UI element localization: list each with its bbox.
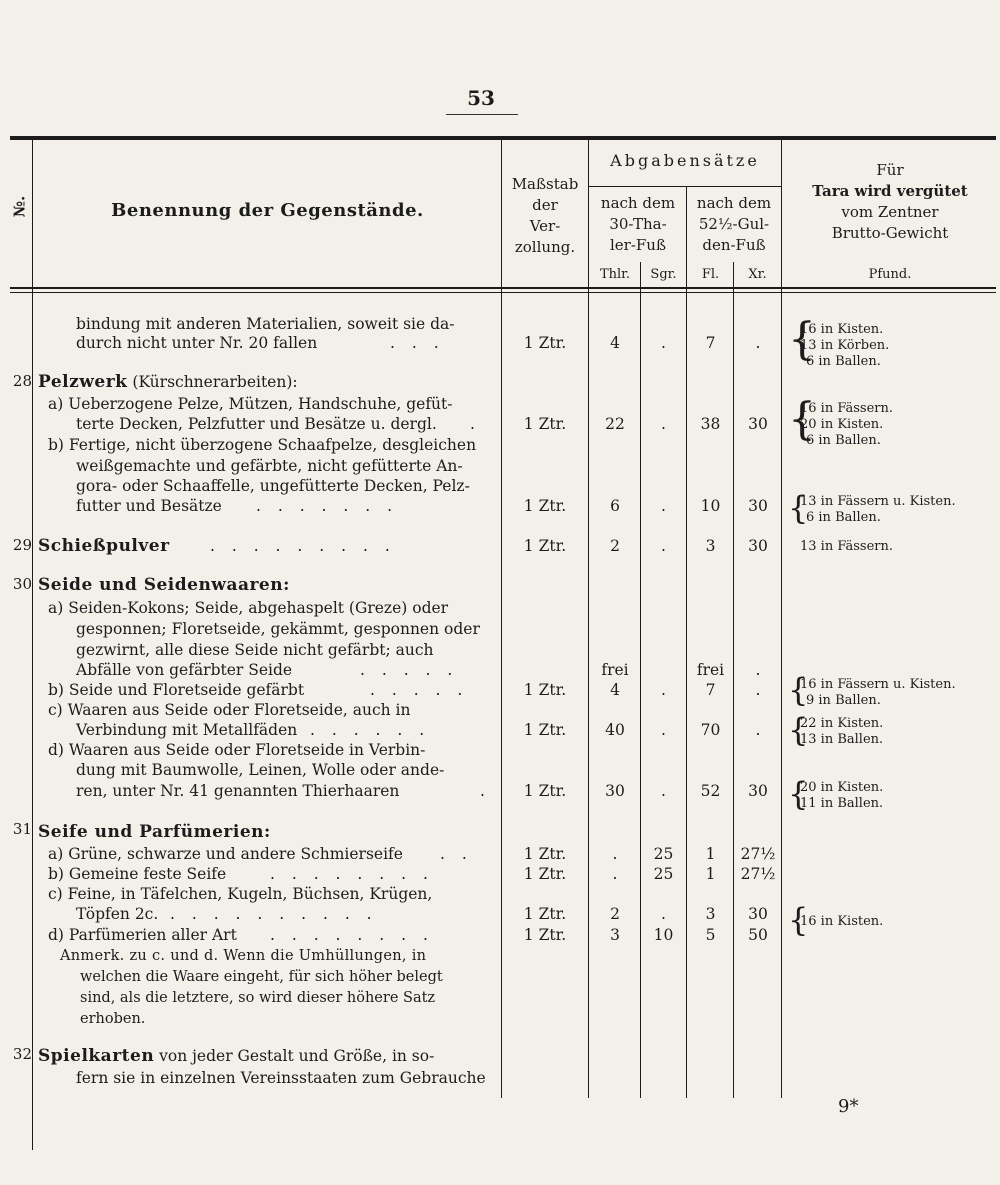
thlr-cell: 6: [610, 497, 620, 515]
column-rule-number: [32, 140, 33, 1150]
xr-cell: 27½: [740, 845, 776, 863]
header-thaler-line: nach dem: [600, 194, 676, 212]
item-text: (Kürschnerarbeiten):: [132, 373, 298, 391]
thlr-cell: .: [612, 865, 618, 883]
xr-cell: 50: [748, 926, 768, 944]
tara-entry: 13 in Körben.: [800, 338, 890, 353]
xr-cell: 30: [748, 905, 768, 923]
sgr-cell: .: [661, 497, 666, 515]
header-thaler-fuss: [590, 193, 686, 256]
item-text: terte Decken, Pelzfutter und Besätze u. dergl.: [76, 415, 437, 433]
thlr-cell: frei: [601, 661, 629, 679]
tara-entry: 16 in Kisten.: [800, 914, 884, 929]
sgr-cell: 10: [653, 926, 674, 944]
note-text: sind, als die letztere, so wird dieser höhere Satz: [80, 990, 436, 1006]
unit-cell: 1 Ztr.: [523, 865, 567, 883]
item-text: a) Seiden-Kokons; Seide, abgehaspelt (Greze) oder: [48, 599, 449, 617]
thlr-cell: 30: [605, 782, 625, 800]
note-text: Anmerk. zu c. und d. Wenn die Umhüllungen, in: [60, 948, 427, 964]
unit-cell: 1 Ztr.: [523, 905, 567, 923]
brace-icon: {: [788, 671, 809, 709]
item-text: weißgemachte und gefärbte, nicht gefütterte An-: [76, 457, 463, 475]
item-text: d) Parfümerien aller Art: [48, 926, 237, 944]
page-number: 53: [467, 86, 495, 110]
tara-entry: 6 in Ballen.: [806, 354, 881, 369]
unit-cell: 1 Ztr.: [523, 845, 567, 863]
header-bottom-rule: [10, 287, 996, 293]
tara-entry: 13 in Fässern u. Kisten.: [800, 494, 956, 509]
leader-dots: . . .: [390, 334, 445, 352]
header-tara-line: Brutto-Gewicht: [831, 224, 949, 242]
fl-cell: 7: [705, 681, 716, 699]
header-massstab-line: zollung.: [514, 238, 576, 256]
xr-cell: 30: [748, 497, 768, 515]
item-number: 28: [12, 372, 32, 390]
thlr-cell: 2: [610, 905, 620, 923]
brace-icon: {: [788, 489, 809, 527]
abgaben-rule: [588, 186, 781, 187]
tara-entry: 11 in Ballen.: [800, 796, 884, 811]
column-rule-tara: [781, 140, 782, 1098]
header-sub-fl: Fl.: [701, 267, 720, 282]
item-heading: Schießpulver: [38, 536, 170, 556]
item-text: b) Seide und Floretseide gefärbt: [48, 681, 305, 699]
header-gulden-line: den-Fuß: [702, 236, 766, 254]
item-text: c) Feine, in Täfelchen, Kugeln, Büchsen, Krügen,: [48, 885, 433, 903]
page-number-rule: [446, 114, 518, 115]
fl-cell: 5: [705, 926, 716, 944]
tara-entry: 9 in Ballen.: [806, 693, 881, 708]
unit-cell: 1 Ztr.: [523, 415, 567, 433]
thlr-cell: 2: [610, 537, 620, 555]
item-text: Verbindung mit Metallfäden: [76, 721, 298, 739]
header-massstab: [502, 174, 588, 258]
column-rule-gulden: [686, 186, 687, 1098]
item-heading: Spielkarten: [38, 1046, 155, 1066]
item-text: fern sie in einzelnen Vereinsstaaten zum Gebrauche: [76, 1069, 486, 1087]
sgr-cell: .: [661, 681, 666, 699]
item-text: bindung mit anderen Materialien, soweit sie da-: [76, 315, 455, 333]
unit-cell: 1 Ztr.: [523, 497, 567, 515]
thlr-cell: 4: [610, 334, 620, 352]
fl-cell: 7: [705, 334, 716, 352]
leader-dots: . . . . .: [370, 681, 469, 699]
leader-dots: . . . . .: [360, 661, 459, 679]
leader-dots: .: [480, 782, 491, 800]
unit-cell: 1 Ztr.: [523, 334, 567, 352]
item-text: Töpfen 2c.: [76, 905, 159, 923]
header-gulden-line: nach dem: [696, 194, 772, 212]
header-gulden-line: 52½-Gul-: [698, 215, 770, 233]
leader-dots: . . . . . . . .: [270, 926, 434, 944]
tara-entry: 13 in Ballen.: [800, 732, 884, 747]
header-number: №.: [10, 195, 29, 218]
item-heading: Seife und Parfümerien:: [38, 822, 271, 842]
thlr-cell: .: [612, 845, 618, 863]
sgr-cell: .: [661, 334, 666, 352]
item-number: 30: [12, 575, 32, 593]
item-text: gora- oder Schaaffelle, ungefütterte Decken, Pelz-: [76, 477, 470, 495]
item-text: b) Gemeine feste Seife: [48, 865, 227, 883]
item-text: dung mit Baumwolle, Leinen, Wolle oder ande-: [76, 761, 445, 779]
header-tara-line: vom Zentner: [841, 203, 939, 221]
fl-cell: 38: [700, 415, 721, 433]
tara-entry: 22 in Kisten.: [800, 716, 884, 731]
brace-icon: {: [788, 901, 809, 939]
header-name: Benennung der Gegenstände.: [111, 200, 424, 221]
xr-cell: 30: [748, 415, 768, 433]
sgr-cell: 25: [653, 845, 674, 863]
fl-cell: 3: [705, 537, 716, 555]
header-sub-xr: Xr.: [748, 267, 767, 282]
thlr-cell: 4: [610, 681, 620, 699]
brace-icon: {: [788, 394, 816, 445]
item-number: 32: [12, 1045, 32, 1063]
header-abgaben: Abgabensätze: [610, 151, 760, 170]
thlr-cell: 40: [605, 721, 625, 739]
table-top-rule: [10, 136, 996, 140]
brace-icon: {: [788, 775, 809, 813]
item-text: durch nicht unter Nr. 20 fallen: [76, 334, 318, 352]
fl-cell: 10: [700, 497, 721, 515]
tara-entry: 16 in Fässern u. Kisten.: [800, 677, 956, 692]
thlr-cell: 3: [610, 926, 620, 944]
xr-cell: .: [755, 681, 761, 699]
sgr-cell: 25: [653, 865, 674, 883]
fl-cell: 3: [705, 905, 716, 923]
header-massstab-line: der: [532, 196, 558, 214]
item-number: 29: [12, 536, 32, 554]
item-number: 31: [12, 820, 32, 838]
tara-entry: 16 in Fässern.: [800, 401, 893, 416]
leader-dots: . . . . . . . .: [270, 865, 434, 883]
xr-cell: .: [755, 334, 761, 352]
column-rule-massstab: [588, 140, 589, 1098]
column-rule-name: [501, 140, 502, 1098]
item-text: von jeder Gestalt und Größe, in so-: [159, 1047, 435, 1065]
item-text: futter und Besätze: [76, 497, 222, 515]
sgr-cell: .: [661, 721, 666, 739]
item-heading: Pelzwerk: [38, 372, 128, 392]
item-text: ren, unter Nr. 41 genannten Thierhaaren: [76, 782, 400, 800]
leader-dots: . . . . . . .: [256, 497, 399, 515]
tara-entry: 13 in Fässern.: [800, 539, 893, 554]
column-rule-xr: [733, 262, 734, 1098]
item-heading: Seide und Seidenwaaren:: [38, 575, 290, 595]
unit-cell: 1 Ztr.: [523, 537, 567, 555]
item-text: a) Ueberzogene Pelze, Mützen, Handschuhe, gefüt-: [48, 395, 453, 413]
leader-dots: .: [470, 415, 481, 433]
sgr-cell: .: [661, 782, 666, 800]
sgr-cell: .: [661, 415, 666, 433]
header-massstab-line: Maßstab: [511, 175, 579, 193]
item-text: b) Fertige, nicht überzogene Schaafpelze, desgleichen: [48, 436, 477, 454]
tara-entry: 16 in Kisten.: [800, 322, 884, 337]
brace-icon: {: [788, 711, 809, 749]
fl-cell: 1: [705, 845, 716, 863]
header-tara-line: Tara wird vergütet: [812, 182, 968, 200]
header-tara-line: Für: [876, 161, 904, 179]
xr-cell: 30: [748, 537, 768, 555]
brace-icon: {: [788, 314, 816, 365]
header-thaler-line: ler-Fuß: [609, 236, 666, 254]
header-thaler-line: 30-Tha-: [609, 215, 667, 233]
signature-mark: 9*: [838, 1096, 859, 1117]
fl-cell: frei: [696, 661, 725, 679]
header-tara: [784, 160, 996, 244]
thlr-cell: 22: [605, 415, 625, 433]
fl-cell: 52: [700, 782, 721, 800]
header-sub-sgr: Sgr.: [650, 267, 677, 282]
sgr-cell: .: [661, 905, 666, 923]
item-text: c) Waaren aus Seide oder Floretseide, auch in: [48, 701, 411, 719]
xr-cell: .: [755, 721, 761, 739]
leader-dots: . . . . . . . . .: [210, 537, 396, 555]
tara-entry: 20 in Kisten.: [800, 780, 884, 795]
unit-cell: 1 Ztr.: [523, 681, 567, 699]
header-sub-pfund: Pfund.: [868, 267, 912, 282]
fl-cell: 70: [700, 721, 721, 739]
item-text: gezwirnt, alle diese Seide nicht gefärbt; auch: [76, 641, 434, 659]
item-text: gesponnen; Floretseide, gekämmt, gesponnen oder: [76, 620, 480, 638]
unit-cell: 1 Ztr.: [523, 782, 567, 800]
item-text: d) Waaren aus Seide oder Floretseide in Verbin-: [48, 741, 426, 759]
leader-dots: . . . . . . . . . .: [170, 905, 378, 923]
xr-cell: 30: [748, 782, 768, 800]
tara-entry: 6 in Ballen.: [806, 433, 881, 448]
fl-cell: 1: [705, 865, 716, 883]
xr-cell: .: [755, 661, 761, 679]
unit-cell: 1 Ztr.: [523, 926, 567, 944]
xr-cell: 27½: [740, 865, 776, 883]
note-text: welchen die Waare eingeht, für sich höher belegt: [80, 969, 443, 985]
header-gulden-fuss: [687, 193, 781, 256]
tara-entry: 20 in Kisten.: [800, 417, 884, 432]
unit-cell: 1 Ztr.: [523, 721, 567, 739]
header-sub-thlr: Thlr.: [599, 267, 631, 282]
leader-dots: . .: [440, 845, 473, 863]
note-text: erhoben.: [80, 1011, 146, 1027]
tara-entry: 6 in Ballen.: [806, 510, 881, 525]
sgr-cell: .: [661, 537, 666, 555]
item-text: Abfälle von gefärbter Seide: [76, 661, 293, 679]
item-text: a) Grüne, schwarze und andere Schmierseife: [48, 845, 403, 863]
header-massstab-line: Ver-: [529, 217, 561, 235]
leader-dots: . . . . . .: [310, 721, 431, 739]
